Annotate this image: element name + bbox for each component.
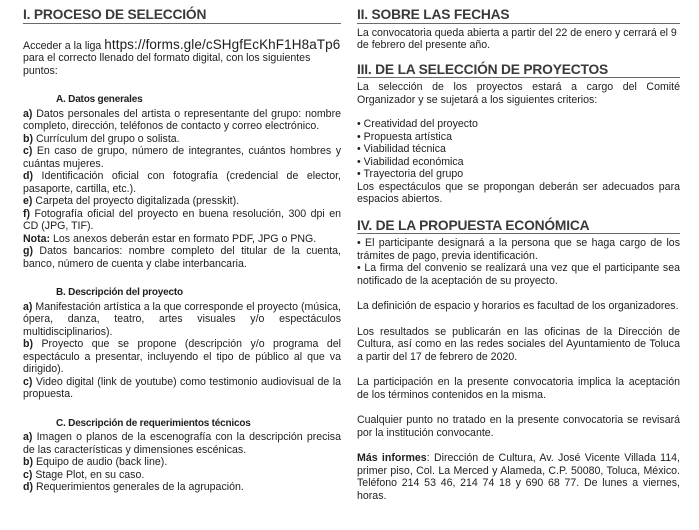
paragraph-espacio: La definición de espacio y horarios es facultad de los organizadores. [357,300,679,312]
paragraph-cualquier: Cualquier punto no tratado en la presente convocatoria se revisará por la institución convocante. [357,414,680,439]
list-b: a) Manifestación artística a la que corresponde el proyecto (música, ópera, danza, teatro, artes visuales y/o espectáculos multidisciplinarios). b) Proyecto que se propone (descripción y/o programa del espectáculo a presentar, incluyendo el tipo de público al que va dirigido). c) Video digital (link de youtube) como testimonio audiovisual de la propuesta. [23,300,341,400]
subsection-title-b: B. Descripción del proyecto [56,287,183,298]
section-title-proceso: I. PROCESO DE SELECCIÓN [23,9,341,24]
subsection-title-c: C. Descripción de requerimientos técnicos [56,417,251,429]
more-info [357,452,680,502]
right-column [357,9,680,502]
section-title-propuesta: IV. DE LA PROPUESTA ECONÓMICA [357,220,680,235]
seleccion-note: Los espectáculos que se propongan deberán ser adecuados para espacios abiertos. [357,180,680,205]
list-c: a) Imagen o planos de la escenografía con la descripción precisa de las características y dimensiones escénicas. b) Equipo de audio (back line). c) Stage Plot, en su caso. d) Requerimientos generales de la agrupación. [23,431,341,493]
list-item: • Trayectoria del grupo [357,168,464,180]
list-item: • Viabilidad técnica [357,143,446,155]
intro-paragraph [23,36,341,78]
list-item: • Propuesta artística [357,130,452,143]
list-item: • Viabilidad económica [357,155,464,168]
intro-pre: Acceder a la liga [23,39,105,52]
list-item: • La firma del convenio se realizará una vez que el participante sea notificado de la aceptación de su proyecto. [357,262,680,287]
paragraph-resultados: Los resultados se publicarán en las oficinas de la Dirección de Cultura, así como en las redes sociales del Ayuntamiento de Toluca a partir del 17 de febrero de 2020. [357,325,680,363]
left-column [23,9,341,494]
criteria-list [357,118,680,181]
subsection-title-a: A. Datos generales [56,94,143,105]
form-link[interactable]: https://forms.gle/cSHgfEcKhF1H8aTp6 [104,36,341,52]
more-info-text: : Dirección de Cultura, Av. José Vicente Villada 114, primer piso, Col. La Merced y Alameda, C.P. 50080, Toluca, México. Teléfono 214 53 46, 214 74 18 y 690 68 77. De lunes a viernes, horas. [357,452,680,502]
section-title-seleccion: III. DE LA SELECCIÓN DE PROYECTOS [357,64,680,79]
list-item: • Creatividad del proyecto [357,118,478,130]
list-a: a) Datos personales del artista o representante del grupo: nombre completo, dirección, teléfonos de contacto y correo electrónico. b) Currículum del grupo o solista. c) En caso de grupo, número de integrantes, cuántos hombres y cuántas mujeres. d) Identificación oficial con fotografía (credencial de elector, pasaporte, cartilla, etc.). e) Carpeta del proyecto digitalizada (presskit). f) Fotografía oficial del proyecto en buena resolución, 300 dpi en CD (JPG, TIF). Nota: Los anexos deberán estar en formato PDF, JPG o PNG. g) Datos bancarios: nombre completo del titular de la cuenta, banco, número de cuenta y clabe interbancaria. [23,107,341,270]
section-title-fechas: II. SOBRE LAS FECHAS [357,9,680,24]
paragraph-participacion: La participación en la presente convocatoria implica la aceptación de los términos contenidos en la misma. [357,376,680,401]
seleccion-text: La selección de los proyectos estará a cargo del Comité Organizador y se sujetará a los siguientes criterios: [357,81,680,106]
fechas-text: La convocatoria queda abierta a partir del 22 de enero y cerrará el 9 de febrero del presente año. [357,26,677,51]
intro-post: para el correcto llenado del formato digital, con los siguientes puntos: [23,52,311,77]
more-info-label: Más informes [357,452,427,464]
list-item: • El participante designará a la persona que se haga cargo de los trámites de pago, previa identificación. [357,237,680,262]
